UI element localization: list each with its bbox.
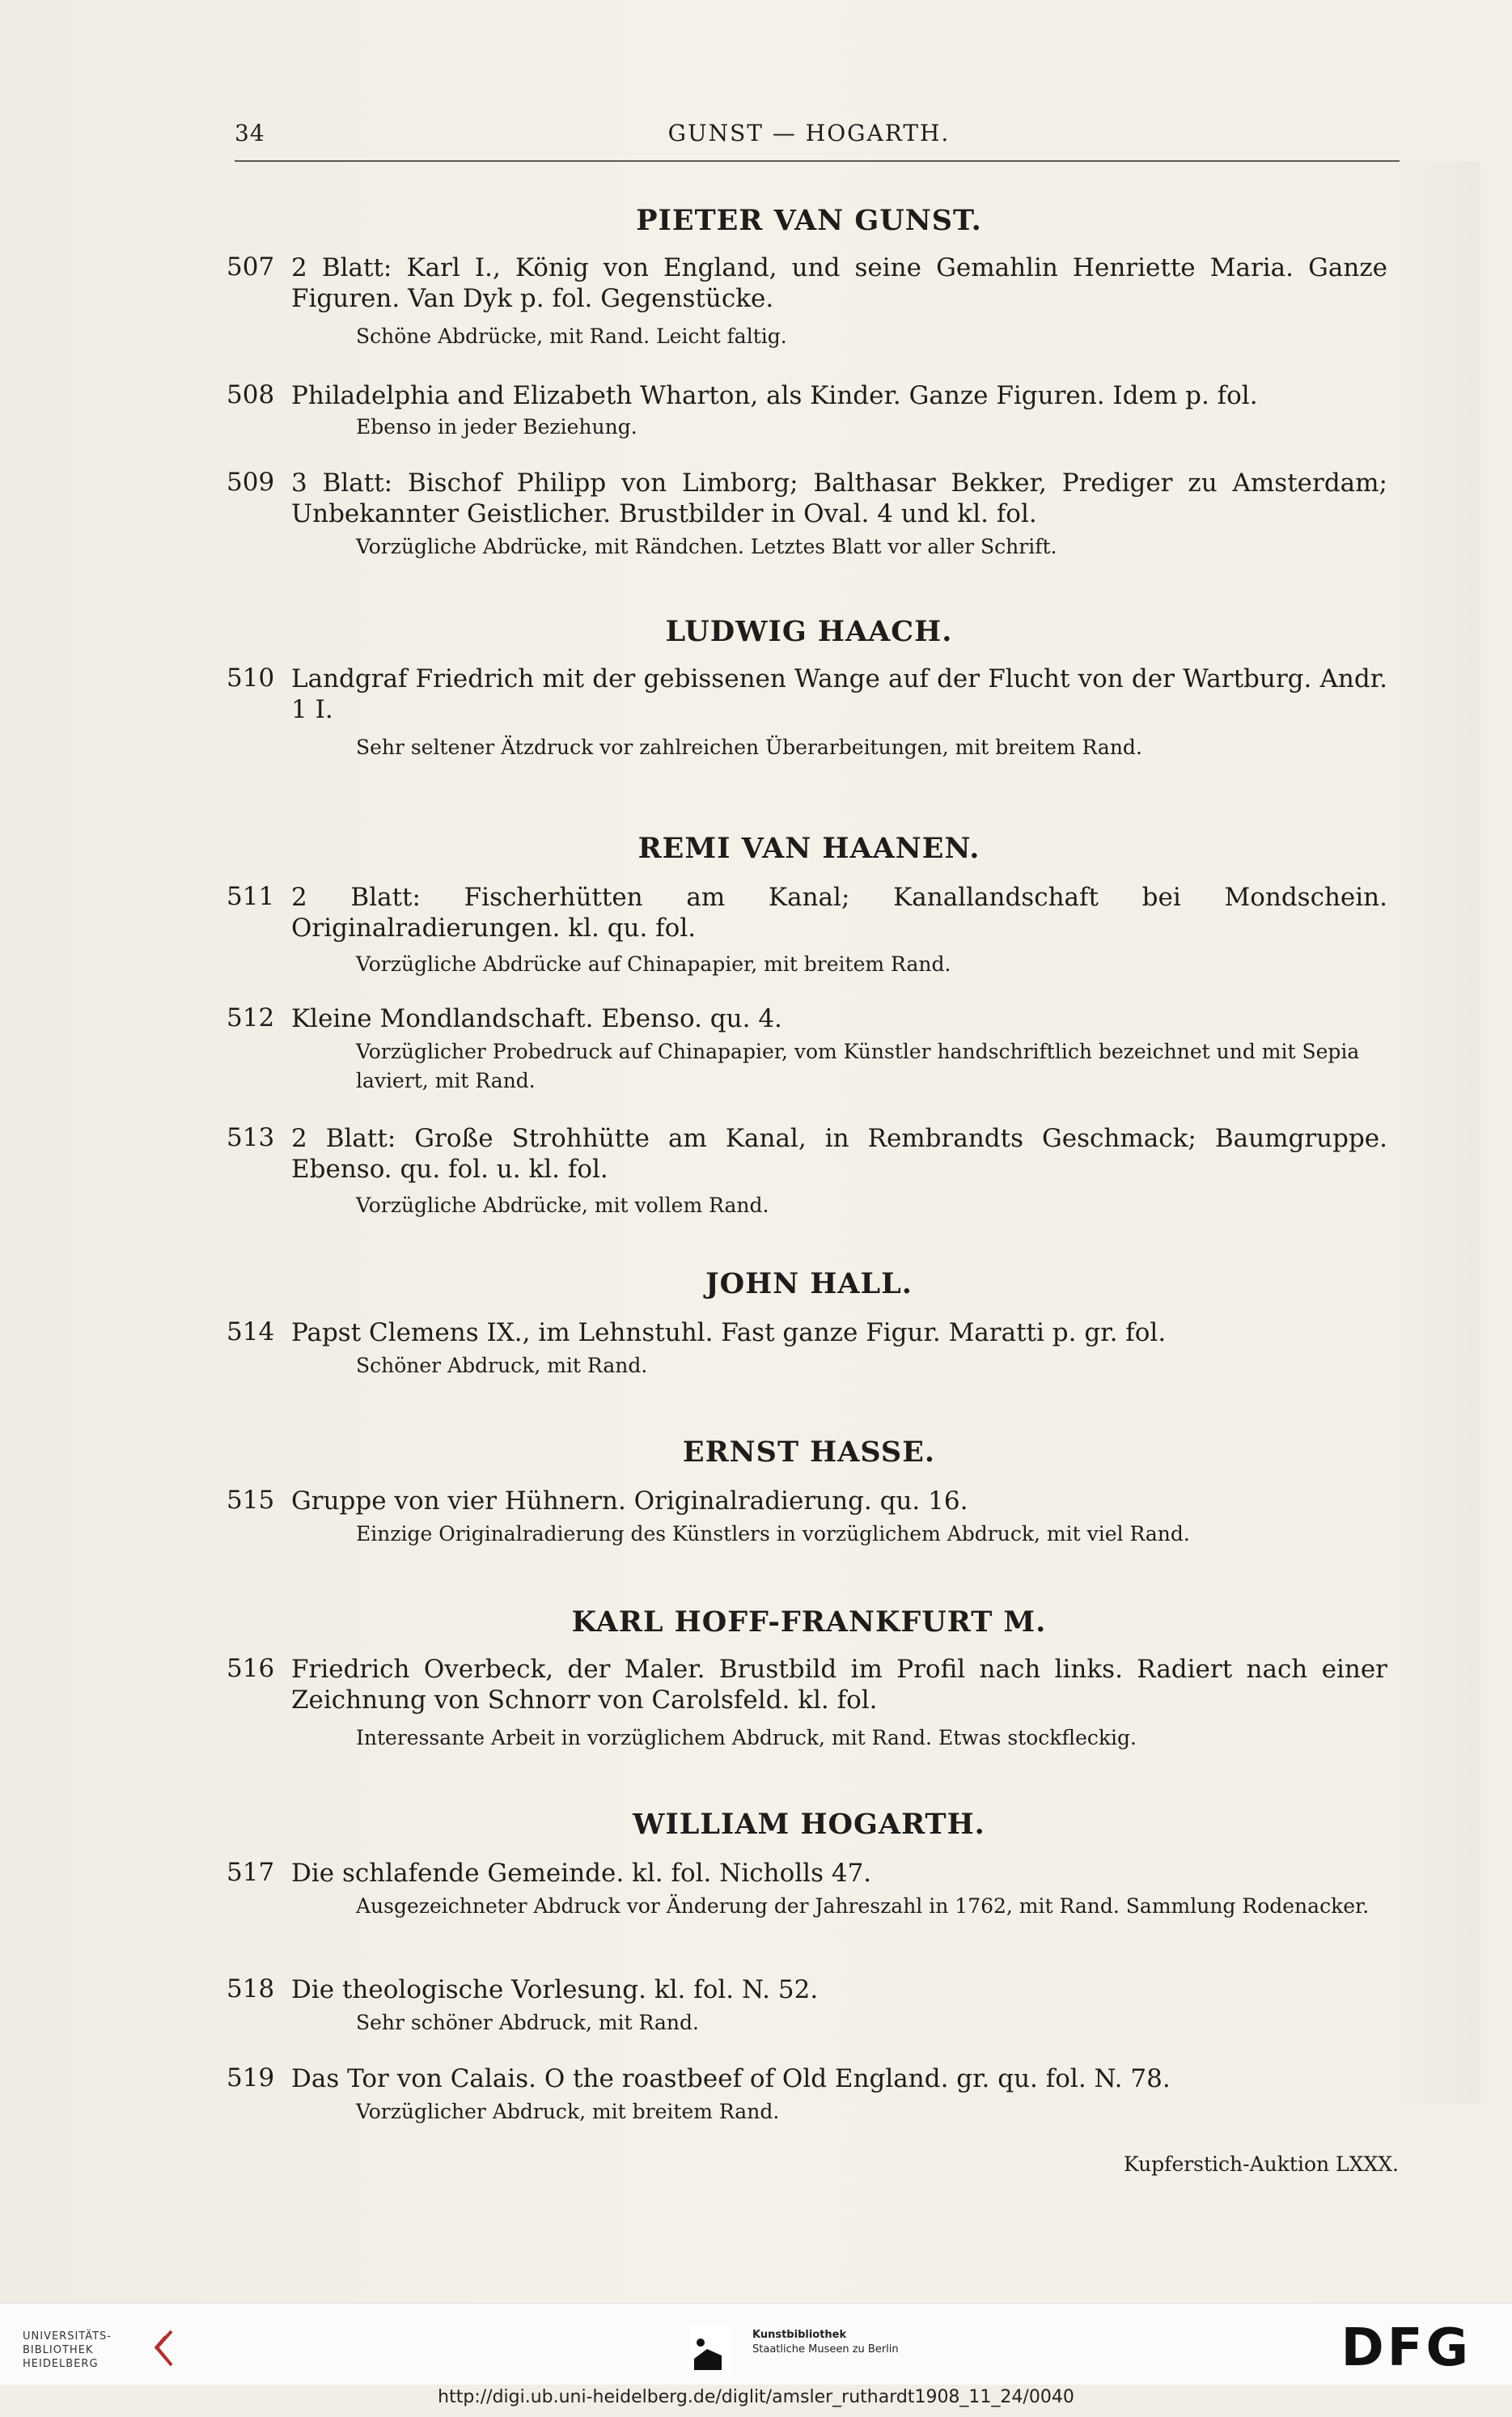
entry-text: Papst Clemens IX., im Lehnstuhl. Fast ganze Figur. Maratti p. gr. fol. (291, 1318, 1167, 1347)
entry-number: 513 (227, 1123, 275, 1152)
entry-number: 518 (227, 1974, 275, 2004)
kunstbibliothek-logo[interactable] (752, 2328, 899, 2357)
entry-number: 507 (227, 252, 275, 282)
entry-note: Einzige Originalradierung des Künstlers in vorzüglichem Abdruck, mit viel Rand. (356, 1522, 1190, 1546)
entry-note: Vorzüglicher Abdruck, mit breitem Rand. (356, 2100, 780, 2123)
section-title-haanen: REMI VAN HAANEN. (637, 832, 980, 865)
university-emblem-icon (149, 2328, 181, 2368)
entry-note: Interessante Arbeit in vorzüglichem Abdruck, mit Rand. Etwas stockfleckig. (356, 1726, 1137, 1749)
catalog-footer: Kupferstich-Auktion LXXX. (1123, 2152, 1399, 2176)
entry-number: 510 (227, 664, 275, 693)
page-number: 34 (235, 120, 265, 146)
entry-text: Philadelphia and Elizabeth Wharton, als Kinder. Ganze Figuren. Idem p. fol. (291, 381, 1258, 410)
entry-text: Gruppe von vier Hühnern. Originalradierung. qu. 16. (291, 1486, 968, 1516)
uni-logo-line: BIBLIOTHEK (23, 2344, 94, 2356)
entry-note: Vorzügliche Abdrücke, mit vollem Rand. (356, 1194, 769, 1217)
running-head: GUNST — HOGARTH. (667, 120, 951, 146)
entry-note: Vorzügliche Abdrücke, mit Rändchen. Letztes Blatt vor aller Schrift. (356, 535, 1057, 558)
entry-text: Das Tor von Calais. O the roastbeef of Old England. gr. qu. fol. N. 78. (291, 2064, 1171, 2093)
section-title-hoff: KARL HOFF-FRANKFURT M. (571, 1605, 1047, 1639)
page-bleed-shadow (1391, 162, 1480, 2104)
entry-text: 2 Blatt: Karl I., König von England, und seine Gemahlin Henriette Maria. Ganze Figuren. Van Dyk p. fol. Gegenstücke. (291, 253, 1387, 313)
entry-number: 512 (227, 1003, 275, 1033)
uni-logo-line: HEIDELBERG (23, 2358, 99, 2370)
entry-number: 509 (227, 468, 275, 497)
entry-note: Sehr seltener Ätzdruck vor zahlreichen Überarbeitungen, mit breitem Rand. (356, 736, 1142, 759)
section-title-haach: LUDWIG HAACH. (665, 615, 953, 648)
entry-text: 2 Blatt: Fischerhütten am Kanal; Kanallandschaft bei Mondschein. Originalradierungen. kl. qu. fol. (291, 883, 1387, 943)
entry-number: 514 (227, 1317, 275, 1346)
entry-text: Friedrich Overbeck, der Maler. Brustbild im Profil nach links. Radiert nach einer Zeichnung von Schnorr von Carolsfeld. kl. fol. (291, 1655, 1387, 1715)
entry-note: Ebenso in jeder Beziehung. (356, 415, 637, 439)
permalink-url[interactable]: http://digi.ub.uni-heidelberg.de/diglit/amsler_ruthardt1908_11_24/0040 (438, 2387, 1074, 2407)
entry-note: Schöner Abdruck, mit Rand. (356, 1354, 648, 1377)
entry-note: Vorzügliche Abdrücke auf Chinapapier, mit breitem Rand. (356, 952, 951, 976)
entry-text: Landgraf Friedrich mit der gebissenen Wange auf der Flucht von der Wartburg. Andr. 1 I. (291, 664, 1387, 724)
entry-number: 508 (227, 380, 275, 409)
uni-logo-line: UNIVERSITÄTS- (23, 2330, 112, 2343)
dfg-logo[interactable]: DFG (1340, 2318, 1472, 2378)
section-title-hogarth: WILLIAM HOGARTH. (633, 1808, 985, 1841)
header-rule (235, 160, 1400, 162)
page-header (227, 120, 1391, 152)
section-title-gunst: PIETER VAN GUNST. (636, 204, 982, 237)
kb-title: Kunstbibliothek (752, 2329, 847, 2341)
entry-text: Kleine Mondlandschaft. Ebenso. qu. 4. (291, 1004, 782, 1033)
university-library-logo[interactable] (23, 2330, 112, 2371)
kb-subtitle: Staatliche Museen zu Berlin (752, 2343, 899, 2356)
entry-number: 516 (227, 1654, 275, 1683)
entry-note: Vorzüglicher Probedruck auf Chinapapier, vom Künstler handschriftlich bezeichnet und mit Sepia laviert, mit Rand. (356, 1040, 1360, 1092)
entry-number: 511 (227, 882, 275, 911)
entry-note: Ausgezeichneter Abdruck vor Änderung der Jahreszahl in 1762, mit Rand. Sammlung Rodenacker. (356, 1894, 1370, 1918)
entry-note: Schöne Abdrücke, mit Rand. Leicht faltig. (356, 324, 787, 348)
entry-number: 515 (227, 1486, 275, 1515)
entry-text: Die schlafende Gemeinde. kl. fol. Nicholls 47. (291, 1859, 872, 1888)
digitization-footer-bar (0, 2303, 1512, 2385)
entry-number: 519 (227, 2063, 275, 2093)
section-title-hall: JOHN HALL. (705, 1267, 913, 1300)
entry-note: Sehr schöner Abdruck, mit Rand. (356, 2011, 699, 2034)
entry-text: 3 Blatt: Bischof Philipp von Limborg; Balthasar Bekker, Prediger zu Amsterdam; Unbekannter Geistlicher. Brustbilder in Oval. 4 und kl. fol. (291, 469, 1387, 528)
entry-text: Die theologische Vorlesung. kl. fol. N. 52. (291, 1975, 819, 2004)
entry-text: 2 Blatt: Große Strohhütte am Kanal, in Rembrandts Geschmack; Baumgruppe. Ebenso. qu. fol. u. kl. fol. (291, 1124, 1387, 1184)
section-title-hasse: ERNST HASSE. (682, 1435, 936, 1469)
entry-number: 517 (227, 1858, 275, 1887)
kunstbibliothek-logo-icon (689, 2326, 731, 2373)
